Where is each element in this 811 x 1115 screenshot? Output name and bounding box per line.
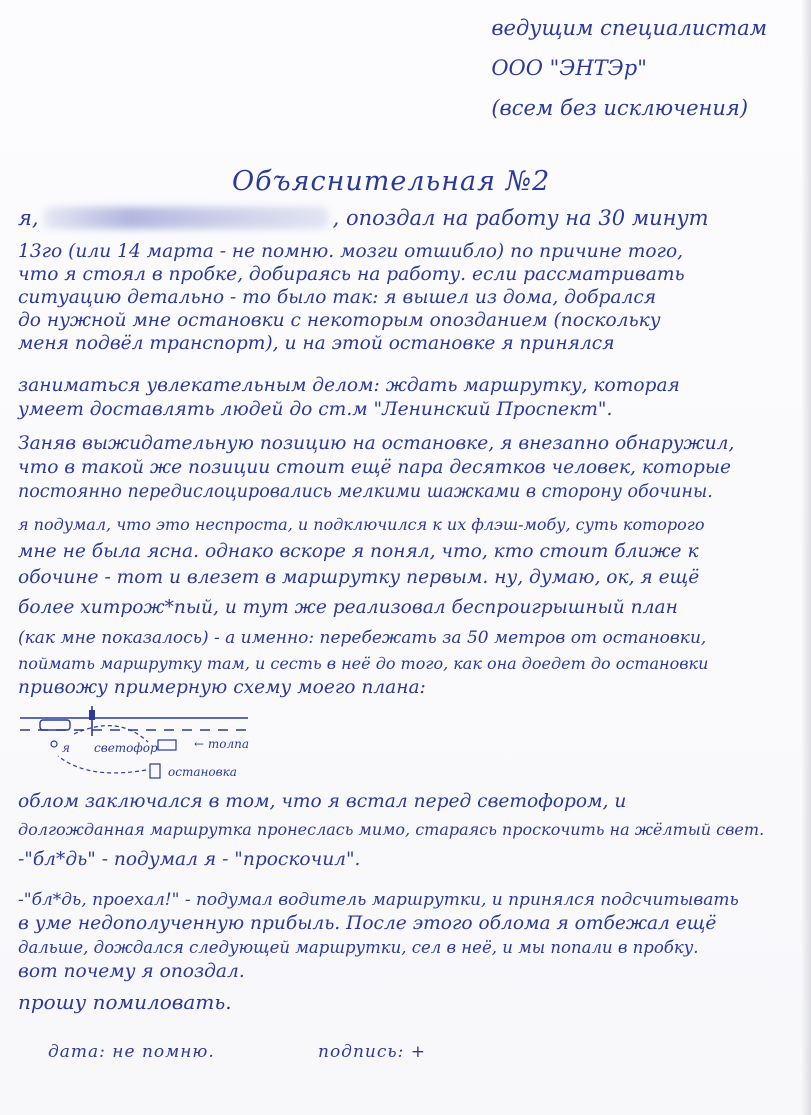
addressee-line-2: ООО "ЭНТЭр" — [491, 56, 647, 80]
body-line: умеет доставлять людей до ст.м "Ленинский Проспект". — [18, 399, 613, 420]
body-line: поймать маршрутку там, и сесть в неё до того, как она доедет до остановки — [18, 654, 709, 673]
body-line: вот почему я опоздал. — [18, 961, 245, 982]
document-title: Объяснительная №2 — [232, 166, 551, 197]
crowd-box — [158, 740, 176, 750]
paper-edge-shadow — [801, 0, 811, 1115]
addressee-line-1: ведущим специалистам — [491, 16, 767, 40]
body-line: постоянно передислоцировались мелкими шажками в сторону обочины. — [18, 482, 713, 502]
body-line: что я стоял в пробке, добираясь на работу. если рассматривать — [18, 264, 685, 285]
intro-end: , опоздал на работу на 30 минут — [332, 206, 709, 230]
plan-diagram — [18, 696, 318, 796]
body-line: я подумал, что это неспроста, и подключился к их флэш-мобу, суть которого — [18, 515, 705, 534]
label-traffic-light: светофор — [94, 741, 158, 755]
body-line: до нужной мне остановки с некоторым опозданием (поскольку — [18, 310, 661, 331]
body-line: Заняв выжидательную позицию на остановке, я внезапно обнаружил, — [18, 433, 735, 454]
body-line: обочине - тот и влезет в маршрутку первым. ну, думаю, ок, я ещё — [18, 567, 700, 588]
body-line: облом заключался в том, что я встал перед светофором, и — [18, 791, 627, 812]
body-line: -"бл*дь, проехал!" - подумал водитель маршрутки, и принялся подсчитывать — [18, 890, 739, 910]
body-line: долгожданная маршрутка пронеслась мимо, стараясь проскочить на жёлтый свет. — [18, 820, 765, 839]
body-line: меня подвёл транспорт), и на этой остановке я принялся — [18, 333, 615, 354]
addressee-block — [491, 8, 767, 128]
body-line: в уме недополученную прибыль. После этого облома я отбежал ещё — [18, 913, 717, 934]
body-line: (как мне показалось) - а именно: перебежать за 50 метров от остановки, — [18, 628, 707, 648]
minibus-icon — [40, 720, 70, 730]
bus-stop-icon — [150, 764, 160, 778]
label-bus-stop: остановка — [168, 765, 237, 779]
addressee-line-3: (всем без исключения) — [491, 96, 749, 120]
body-line: мне не была ясна. однако вскоре я понял, что, кто стоит ближе к — [18, 541, 699, 562]
bus-path-arrow — [74, 726, 148, 742]
body-line: -"бл*дь" - подумал я - "проскочил". — [18, 849, 361, 870]
body-line: что в такой же позиции стоит ещё пара десятков человек, которые — [18, 457, 732, 478]
person-icon — [51, 741, 57, 747]
label-crowd: ← толпа — [194, 737, 249, 751]
redacted-name — [43, 207, 329, 229]
body-line: заниматься увлекательным делом: ждать маршрутку, которая — [18, 375, 680, 396]
body-line: привожу примерную схему моего плана: — [18, 677, 426, 698]
intro-line — [18, 206, 709, 230]
body-line: 13го (или 14 марта - не помню. мозги отшибло) по причине того, — [18, 241, 684, 262]
body-line: дальше, дождался следующей маршрутки, сел в неё, и мы попали в пробку. — [18, 938, 699, 957]
intro-start: я, — [18, 206, 39, 230]
label-me: я — [62, 741, 70, 755]
body-line: более хитрож*пый, и тут же реализовал беспроигрышный план — [18, 597, 678, 618]
my-run-path — [58, 756, 146, 773]
signature-field: подпись: + — [318, 1042, 427, 1062]
date-field: дата: не помню. — [48, 1042, 215, 1062]
body-line: ситуацию детально - то было так: я вышел из дома, добрался — [18, 287, 657, 308]
traffic-light-head — [89, 710, 95, 720]
closing-line: прошу помиловать. — [18, 990, 232, 1014]
